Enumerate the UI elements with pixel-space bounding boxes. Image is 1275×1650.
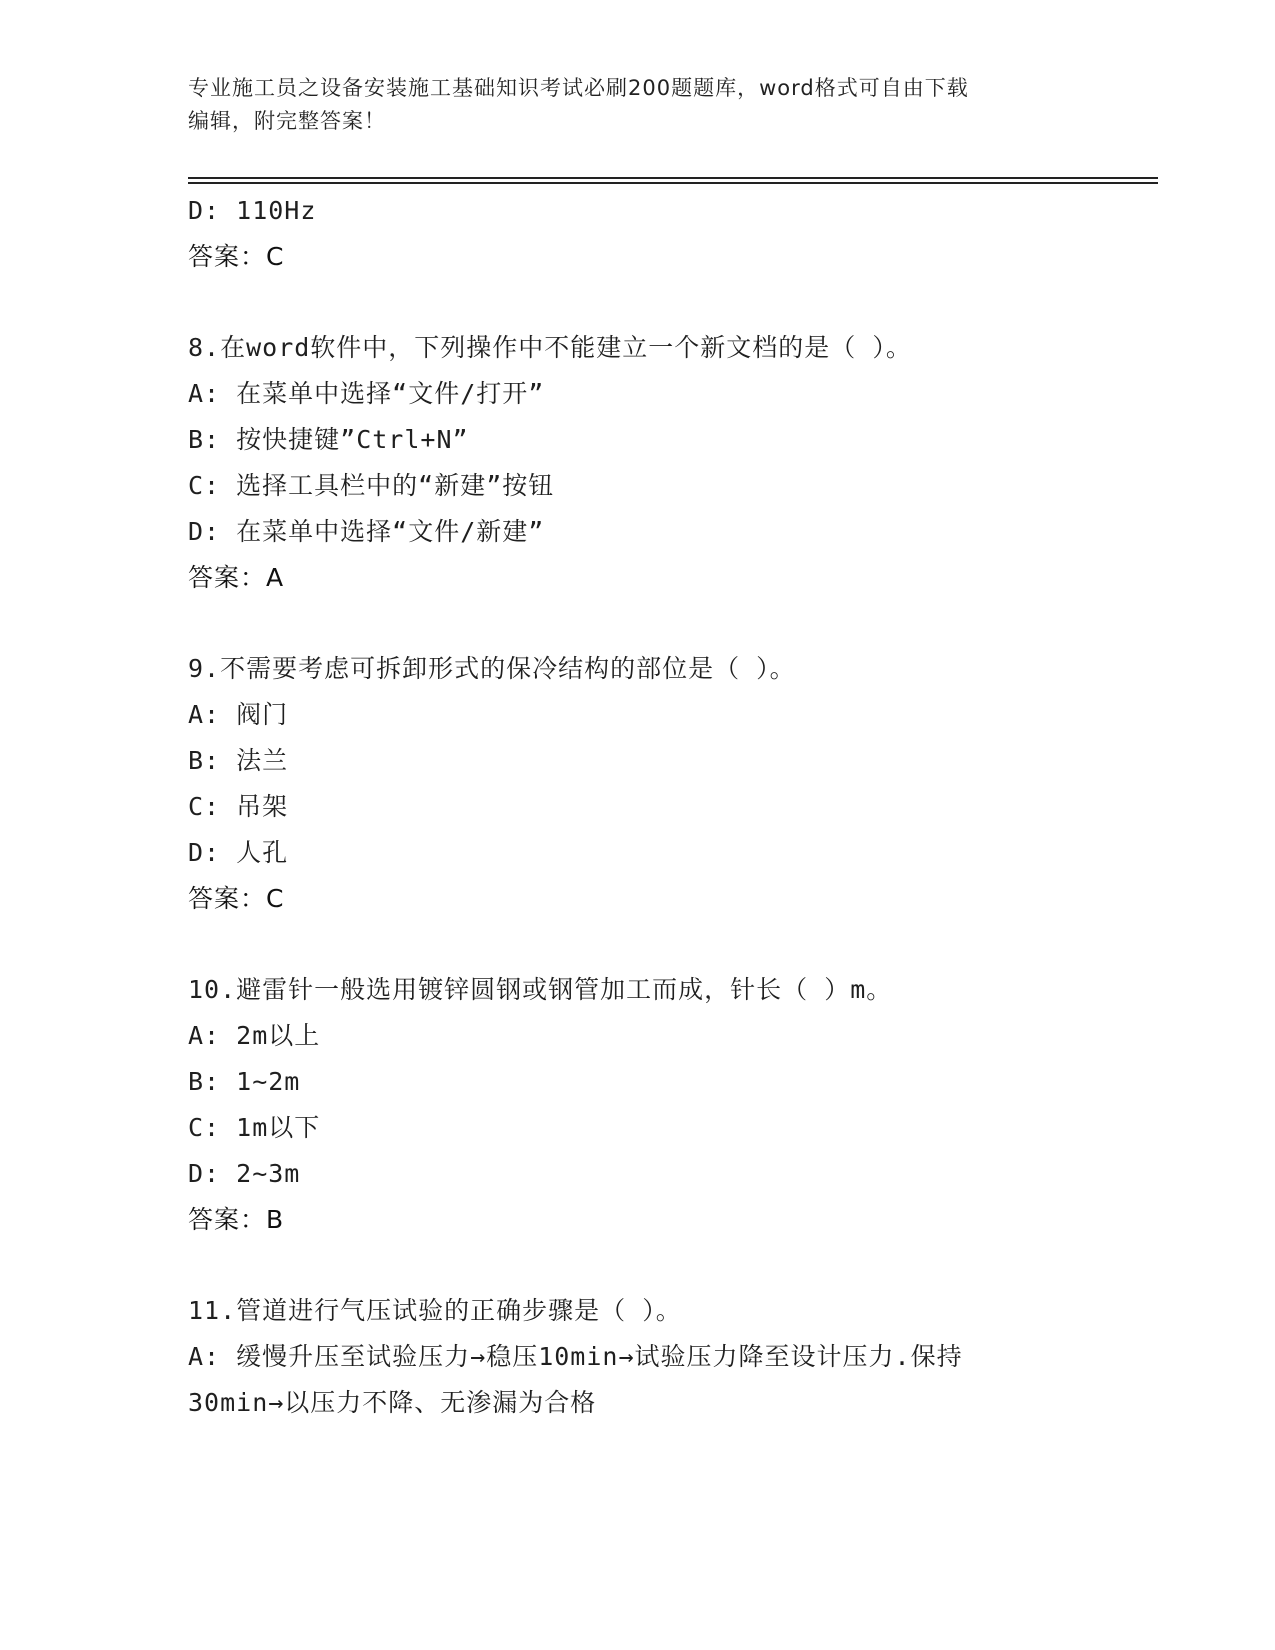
spacer [188, 280, 1168, 325]
header-title-line-1: 专业施工员之设备安装施工基础知识考试必刷200题题库，word格式可自由下载 [188, 76, 969, 100]
option-b: B: 法兰 [188, 746, 289, 775]
header-title-line-2: 编辑，附完整答案！ [188, 109, 386, 133]
option-c: C: 选择工具栏中的“新建”按钮 [188, 471, 555, 500]
header-divider-top [188, 177, 1158, 179]
question-8 [188, 325, 1168, 601]
question-stem: 11.管道进行气压试验的正确步骤是（ ）。 [188, 1296, 682, 1325]
spacer [188, 922, 1168, 967]
prev-option-d: D: 110Hz [188, 196, 317, 225]
spacer [188, 601, 1168, 646]
spacer [188, 1243, 1168, 1288]
option-d: D: 2~3m [188, 1159, 301, 1188]
option-a-line-2: 30min→以压力不降、无渗漏为合格 [188, 1388, 597, 1417]
question-answer: 答案：B [188, 1205, 285, 1234]
option-b: B: 1~2m [188, 1067, 301, 1096]
question-answer: 答案：C [188, 884, 285, 913]
option-a: A: 在菜单中选择“文件/打开” [188, 379, 545, 408]
option-b: B: 按快捷键”Ctrl+N” [188, 425, 469, 454]
option-d: D: 人孔 [188, 838, 289, 867]
question-10 [188, 967, 1168, 1243]
question-stem: 10.避雷针一般选用镀锌圆钢或钢管加工而成，针长（ ）m。 [188, 975, 893, 1004]
option-a: A: 阀门 [188, 700, 289, 729]
header-divider-bottom [188, 182, 1158, 184]
option-a-line-1: A: 缓慢升压至试验压力→稳压10min→试验压力降至设计压力.保持 [188, 1342, 963, 1371]
question-11 [188, 1288, 1168, 1426]
question-stem: 9.不需要考虑可拆卸形式的保冷结构的部位是（ ）。 [188, 654, 796, 683]
option-c: C: 1m以下 [188, 1113, 321, 1142]
question-stem: 8.在word软件中，下列操作中不能建立一个新文档的是（ ）。 [188, 333, 912, 362]
document-header [188, 72, 1088, 138]
prev-answer: 答案：C [188, 242, 285, 271]
option-d: D: 在菜单中选择“文件/新建” [188, 517, 545, 546]
question-list [188, 188, 1168, 1426]
question-9 [188, 646, 1168, 922]
question-answer: 答案：A [188, 563, 285, 592]
option-a: A: 2m以上 [188, 1021, 321, 1050]
option-c: C: 吊架 [188, 792, 289, 821]
